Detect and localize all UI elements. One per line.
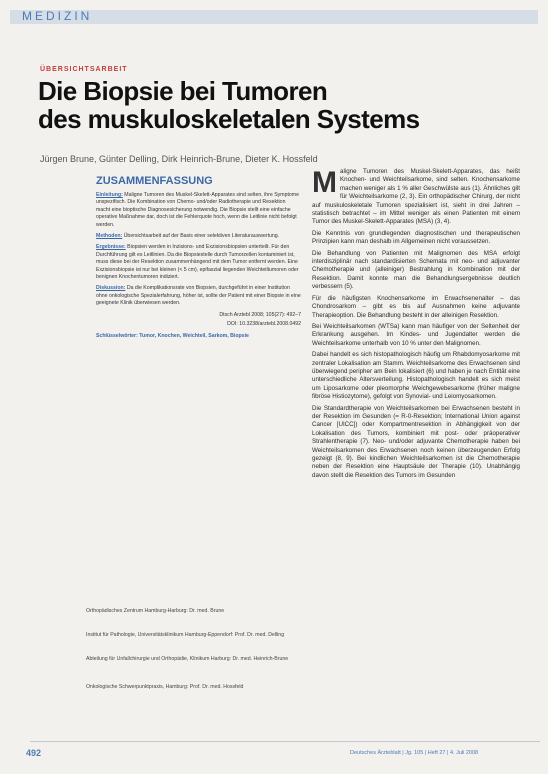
body-paragraph-6: Dabei handelt es sich histopathologisch häufig um Rhabdomyosarkome mit zentraler Lokalisation am Stamm. Weichteilsarkome des Erwachsenen sind überwiegend peripher am Bein lokalisiert (6) und haben je nach Entität eine unterschiedliche Altersverteilung. Histopathologisch handelt es sich meist um Liposarkome oder pleomorphe Weichgewebesarkome (früher maligne fibröse Histiozytome), gefolgt von Synovial- und Leiomyosarkomen. xyxy=(312,351,520,401)
abstract-introduction-text: Maligne Tumoren des Muskel-Skelett-Apparates sind selten, ihre Symptome unspezifisch. Die Kombination von Chemo- und/oder Radiotherapie und Resektion macht eine bioptische Diagnosesicherung notwendig. Die Biopsie stellt eine einfache operative Maßnahme dar, doch ist die Fehlerquote hoch, wenn die Leitlinie nicht befolgt werden. xyxy=(96,192,299,228)
affiliation-2: Institut für Pathologie, Universitätsklinikum Hamburg-Eppendorf: Prof. Dr. med. Delling xyxy=(86,632,285,638)
body-paragraph-7: Die Standardtherapie von Weichteilsarkomen bei Erwachsenen besteht in der Resektion im Gesunden (= R-0-Resektion; International Union against Cancer [UICC]) oder Kompartmentresektion in Abhängigkeit von der Lokalisation des Tumors, kombiniert mit post- oder präoperativer Strahlentherapie (7). Neo- und/oder adjuvante Chemotherapie haben bei Weichteilsarkomen des Erwachsenen noch keinen überzeugenden Erfolg gezeigt (8, 9). Bei kindlichen Weichteilsarkomen ist die Chemotherapie neben der Resektion eine Hauptsäule der Therapie (10). Unabhängig davon stellt die Resektion des Tumors im Gesunden xyxy=(312,404,520,479)
affiliation-4: Onkologische Schwerpunktpraxis, Hamburg: Prof. Dr. med. Hossfeld xyxy=(86,684,244,690)
abstract-methods-text: Übersichtsarbeit auf der Basis einer selektiven Literaturauswertung. xyxy=(123,233,280,240)
abstract-heading: ZUSAMMENFASSUNG xyxy=(96,175,213,187)
body-paragraph-3: Die Behandlung von Patienten mit Malignomen des MSA erfolgt interdisziplinär nach standardisierten Schemata mit neo- und adjuvanter Chemotherapie und (alleiniger) Bestrahlung in Kombination mit der Resektion. Damit konnte man die Behandlungsergebnisse deutlich verbessern (5). xyxy=(312,249,520,291)
body-text-column xyxy=(312,168,520,483)
article-title-line2: des muskuloskeletalen Systems xyxy=(38,104,420,134)
keywords xyxy=(96,333,301,340)
journal-reference: Deutsches Ärzteblatt | Jg. 105 | Heft 27 | 4. Juli 2008 xyxy=(350,750,479,756)
affiliation-1: Orthopädisches Zentrum Hamburg-Harburg: Dr. med. Brune xyxy=(86,608,225,614)
abstract-introduction xyxy=(96,192,301,229)
body-paragraph-5: Bei Weichteilsarkomen (WTSa) kann man häufiger von der Seltenheit der Erkrankung ausgehen. Im Kindes- und Jugendalter werden die Weichteilsarkome unterhalb von 10 % unter den Malignomen. xyxy=(312,322,520,347)
author-list: Jürgen Brune, Günter Delling, Dirk Heinrich-Brune, Dieter K. Hossfeld xyxy=(40,154,318,164)
article-title xyxy=(38,77,419,133)
body-paragraph-4: Für die häufigsten Knochensarkome im Erwachsenenalter – das Chondrosarkom – gibt es bis auf Ausnahmen keine adjuvante Therapieoption. Die Behandlung besteht in der alleinigen Resektion. xyxy=(312,294,520,319)
abstract-discussion-text: Da die Komplikationsrate von Biopsien, durchgeführt in einer Institution ohne onkologische Spezialerfahrung, höher ist, sollte der Patient mit einer Biopsie in eine geeignete Klinik überwiesen werden. xyxy=(96,285,301,307)
abstract-methods-label: Methoden: xyxy=(96,233,123,240)
article-title-line1: Die Biopsie bei Tumoren xyxy=(38,76,328,106)
abstract-discussion-label: Diskussion: xyxy=(96,285,126,292)
body-paragraph-1-text: aligne Tumoren des Muskel-Skelett-Apparates, das heißt Knochen- und Weichteilsarkome, sind selten. Knochensarkome machen weniger als 1 % aller Geschwülste aus (1). Ähnliches gilt für Weichteilsarkome (2, 3). Ein orthopädischer Chirurg, der nicht auf muskuloskeletale Tumoren spezialisiert ist, sieht in drei Jahren – statistisch betrachtet – im Mittel weniger als einen Patienten mit einem Tumor des Muskel-Skelett-Apparates (MSA) (3, 4). xyxy=(312,168,520,226)
body-paragraph-2: Die Kenntnis von grundlegenden diagnostischen und therapeutischen Prinzipien kann man deshalb im Allgemeinen nicht voraussetzen. xyxy=(312,229,520,246)
section-header xyxy=(0,0,548,30)
article-type-label: ÜBERSICHTSARBEIT xyxy=(40,66,128,73)
abstract-results-label: Ergebnisse: xyxy=(96,244,126,251)
body-paragraph-1 xyxy=(312,168,520,227)
footer-divider xyxy=(30,741,540,742)
section-label: MEDIZIN xyxy=(22,9,93,23)
keywords-label: Schlüsselwörter: xyxy=(96,332,138,339)
drop-cap: M xyxy=(312,166,337,199)
affiliation-3: Abteilung für Unfallchirurgie und Orthopädie, Klinikum Harburg: Dr. med. Heinrich-Brune xyxy=(86,656,289,662)
abstract-discussion xyxy=(96,285,301,307)
citation-doi: DOI: 10.3238/arztebl.2008.0492 xyxy=(227,321,301,328)
abstract-methods xyxy=(96,233,301,240)
abstract-introduction-label: Einleitung: xyxy=(96,192,123,198)
abstract-results-text: Biopsien werden in Inzisions- und Exzisionsbiopsien unterteilt. Für den Durchführung gilt es Leitlinien. Da die Biopsiestelle durch Tumorzellen kontaminiert ist, muss diese bei der Resektion zusammenhängend mit dem Tumor entfernt werden. Eine Exzisionsbiopsie ist nur bei kleinen (< 5 cm), epifaszial liegenden Weichteiltumoren oder benignen Knochentumoren indiziert. xyxy=(96,244,299,281)
page-number: 492 xyxy=(26,748,42,758)
keywords-text: Tumor, Knochen, Weichteil, Sarkom, Biopsie xyxy=(139,332,249,339)
abstract-box xyxy=(86,168,304,396)
abstract-results xyxy=(96,244,301,281)
citation-line-1: Dtsch Arztebl 2008; 105(27): 492–7 xyxy=(219,311,301,318)
